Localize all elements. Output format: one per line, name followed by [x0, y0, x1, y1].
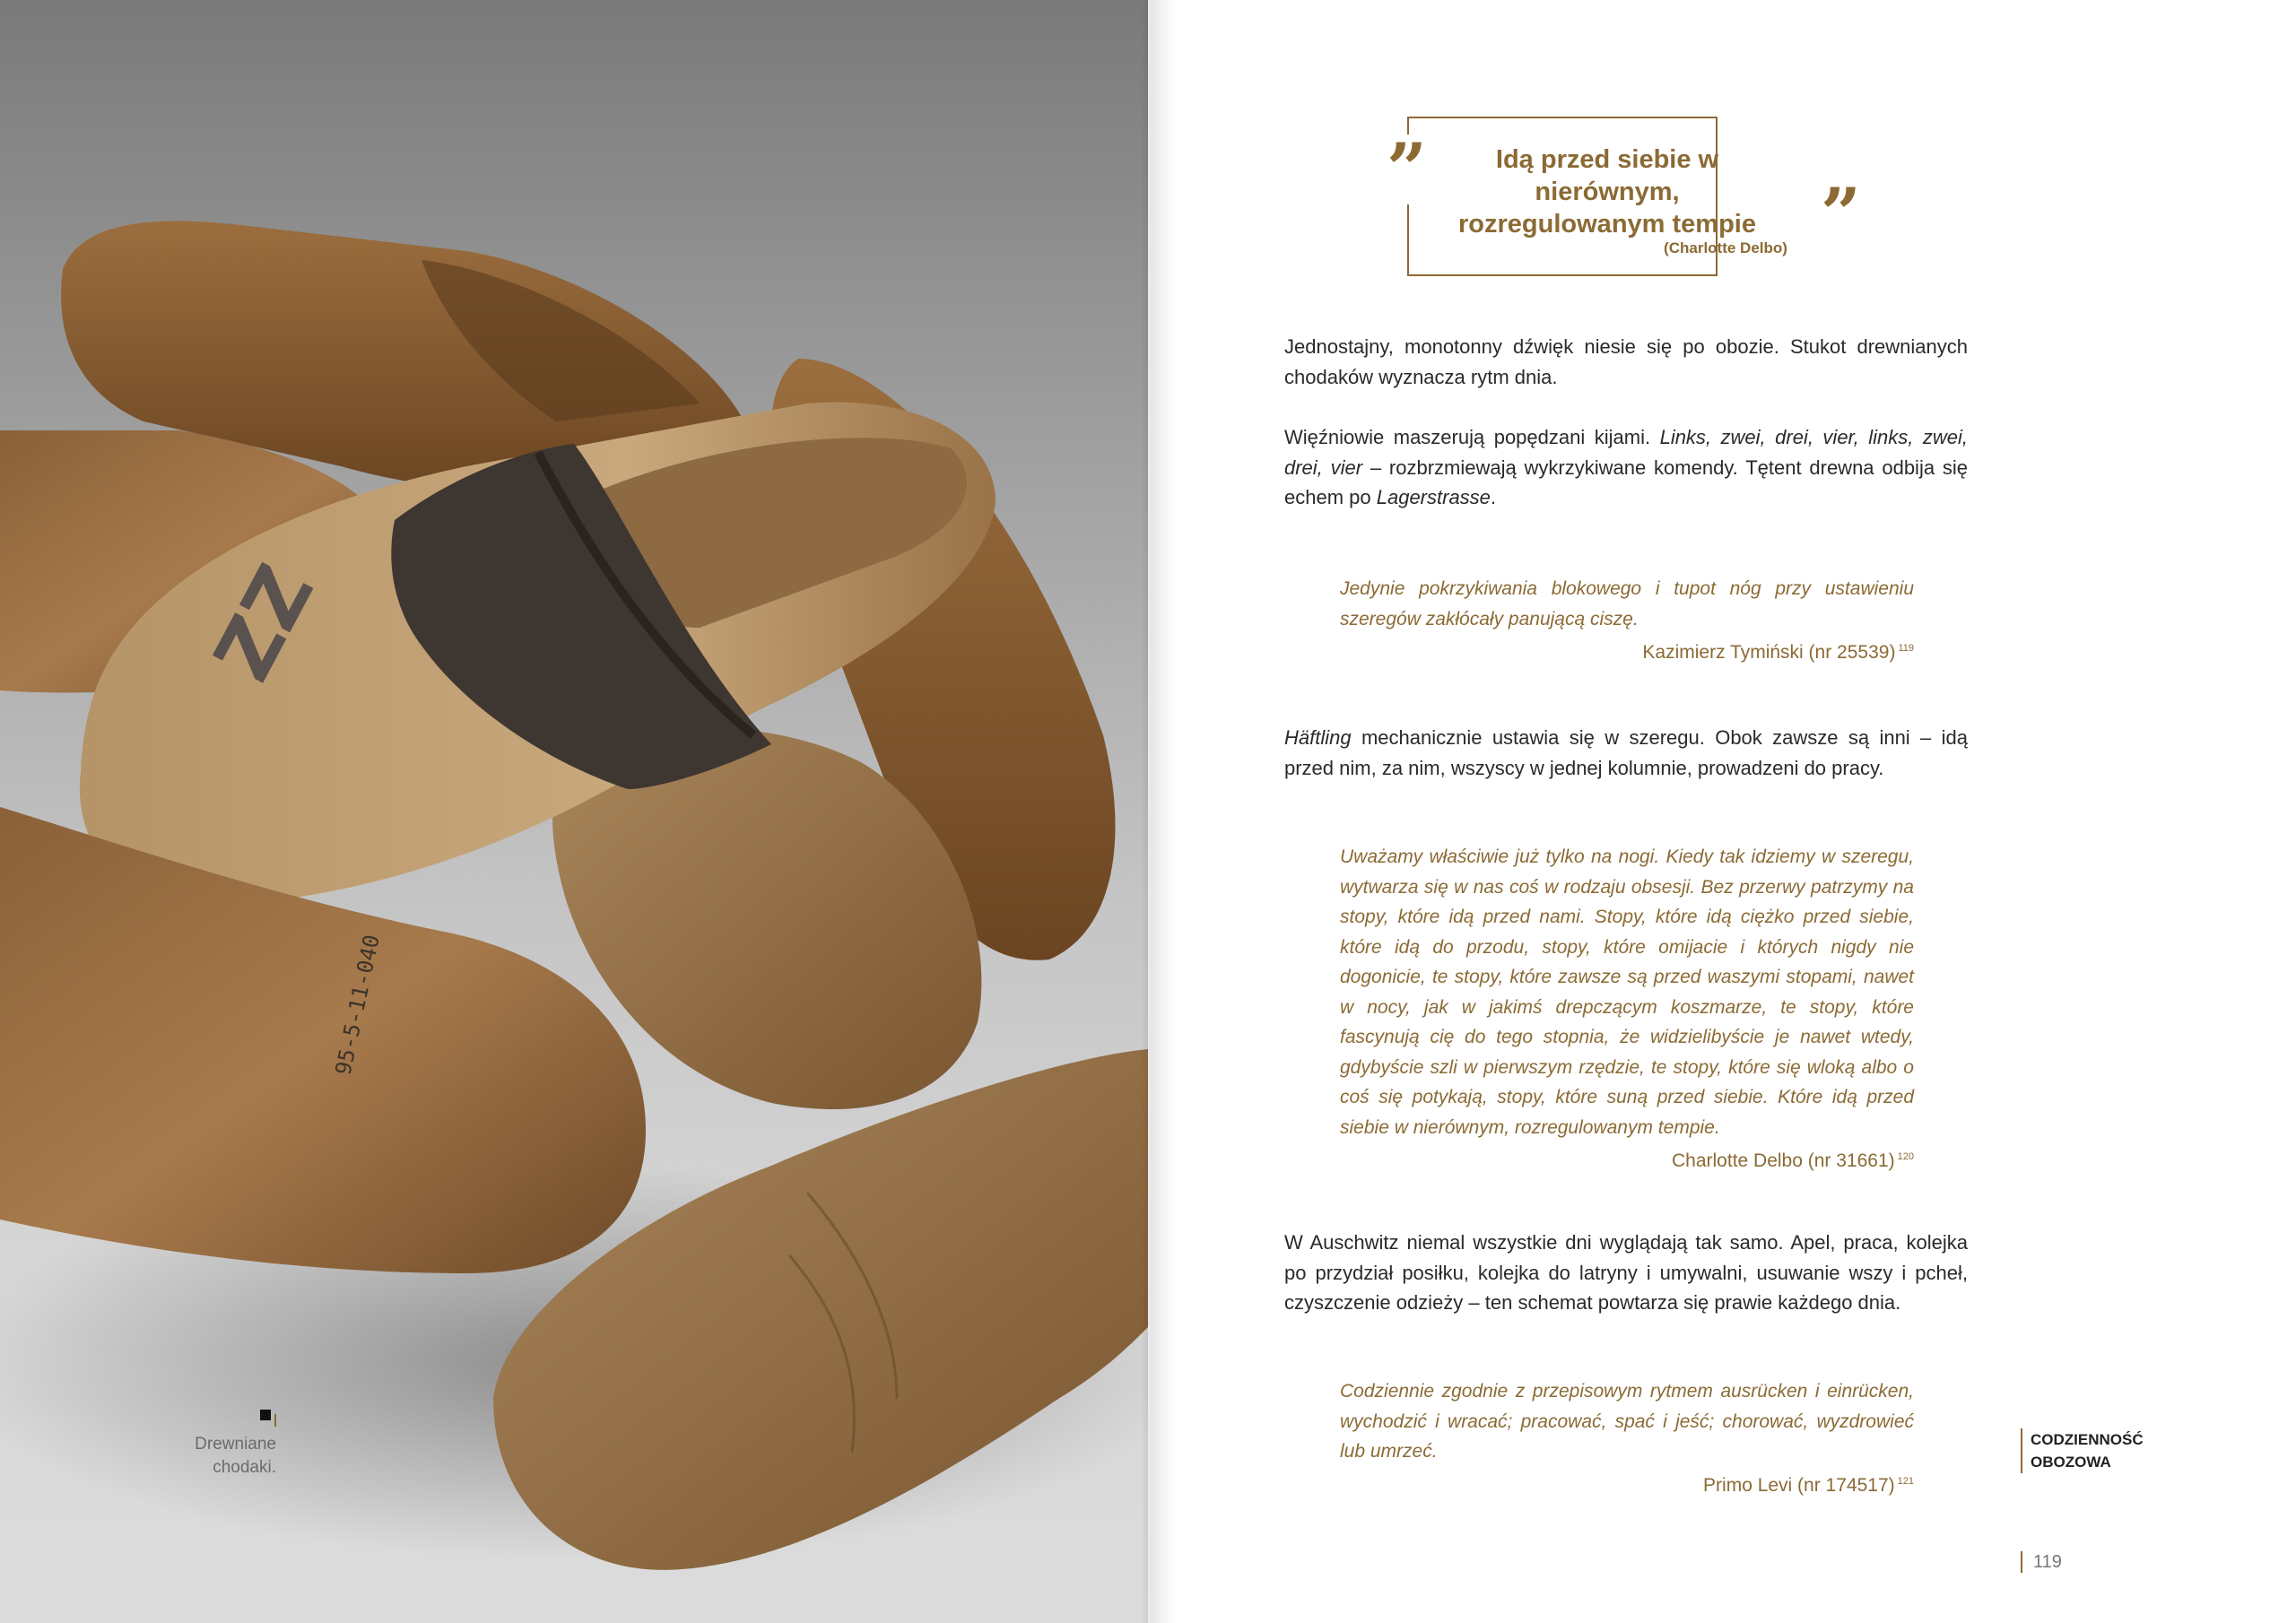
caption-line-2: chodaki. — [213, 1458, 276, 1477]
caption-line-1: Drewniane — [195, 1435, 276, 1454]
paragraph-1: Jednostajny, monotonny dźwięk niesie się po obozie. Stukot drewnianych chodaków wyznacza rytm dnia. — [1284, 335, 1968, 388]
footnote-ref[interactable]: 119 — [1898, 643, 1914, 654]
footnote-ref[interactable]: 121 — [1897, 1475, 1914, 1487]
caption-marker-icon — [260, 1410, 271, 1420]
pull-quote-line-1: Idą przed siebie w nierównym, — [1495, 145, 1719, 206]
inventory-tag: 95-5-11-040 — [330, 932, 385, 1078]
blockquote-2-source: Charlotte Delbo (nr 31661) $^{120}$ — [1672, 1150, 1914, 1171]
blockquote-2-text: Uważamy właściwie już tylko na nogi. Kiedy tak idziemy w szeregu, wytwarza się w nas coś w rodzaju obsesji. Bez przerwy patrzymy na stopy, które idą przed nami. Stopy, które idą ciężko przed siebie, które idą do przodu, stopy, które omijacie i których nigdy nie dogonicie, te stopy, które zawsze są przed waszymi stopami, nawet w nocy, jak w jakimś drepczącym koszmarze, te stopy, które fascynują cię do tego stopnia, że widzielibyście je nawet wtedy, gdybyście szli w pierwszym rzędzie, te stopy, które się wloką albo o coś się potykają, stopy, które suną przed siebie. Które idą przed siebie w nierównym, rozregulowanym tempie. — [1340, 846, 1914, 1138]
pull-quote-text — [1435, 143, 1779, 240]
blockquote-2 — [1340, 842, 1914, 1176]
blockquote-1-text: Jedynie pokrzykiwania blokowego i tupot nóg przy ustawieniu szeregów zakłócały panującą ciszę. — [1340, 578, 1914, 629]
blockquote-1-source: Kazimierz Tymiński (nr 25539) $^{119}$ — [1642, 642, 1914, 663]
section-tab-line-1: CODZIENNOŚĆ — [2031, 1431, 2144, 1448]
quote-open-icon: ” — [1383, 135, 1431, 204]
blockquote-3 — [1340, 1376, 1914, 1500]
shoe-marking: ZZ — [196, 551, 332, 696]
page-number: 119 — [2021, 1551, 2062, 1573]
pull-quote-line-2: rozregulowanym tempie — [1458, 210, 1756, 239]
text-page — [1152, 0, 2296, 1623]
section-tab — [2021, 1428, 2144, 1473]
paragraph-4: W Auschwitz niemal wszystkie dni wyglądają tak samo. Apel, praca, kolejka po przydział posiłku, kolejka do latryny i umywalni, usuwanie wszy i pcheł, czyszczenie odzieży – ten schemat powtarza się prawie każdego dnia. — [1284, 1231, 1968, 1314]
quote-close-icon: ” — [1817, 179, 1865, 249]
blockquote-3-text: Codziennie zgodnie z przepisowym rytmem ausrücken i einrücken, wychodzić i wracać; pracować, spać i jeść; chorować, wyzdrowieć lub umrzeć. — [1340, 1381, 1914, 1462]
paragraph-3: Häftling mechanicznie ustawia się w szeregu. Obok zawsze są inni – idą przed nim, za nim, wszyscy w jednej kolumnie, prowadzeni do pracy. — [1284, 726, 1968, 779]
pull-quote-author: (Charlotte Delbo) — [1664, 239, 1787, 256]
photo-caption — [97, 1410, 276, 1480]
footnote-ref[interactable]: 120 — [1897, 1151, 1914, 1162]
blockquote-3-source: Primo Levi (nr 174517) $^{121}$ — [1703, 1474, 1914, 1496]
section-tab-line-2: OBOZOWA — [2031, 1454, 2111, 1471]
blockquote-1 — [1340, 574, 1914, 668]
paragraph-2: Więźniowie maszerują popędzani kijami. Links, zwei, drei, vier, links, zwei, drei, vier – rozbrzmiewają wykrzykiwane komendy. Tętent drewna odbija się echem po Lagerstrasse. — [1284, 426, 1969, 508]
